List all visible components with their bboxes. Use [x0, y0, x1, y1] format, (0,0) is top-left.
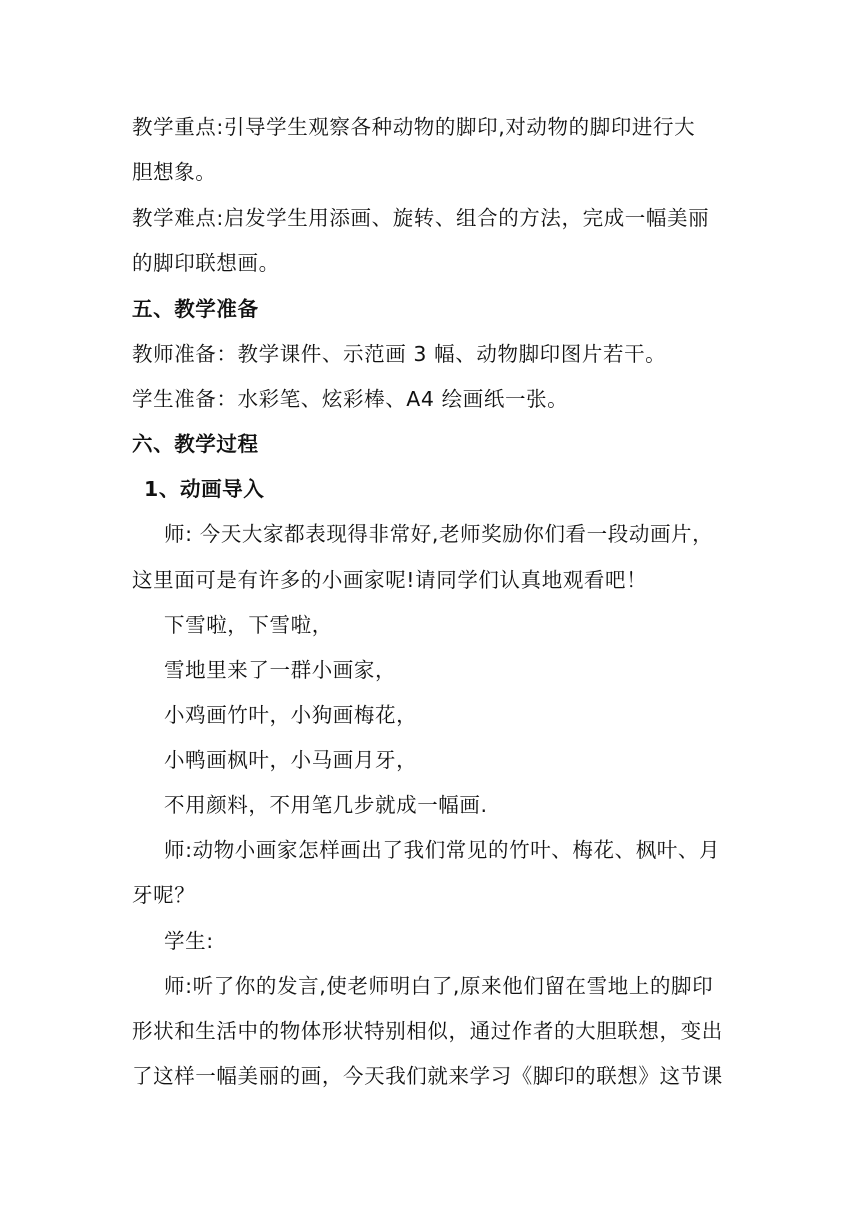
teacher-question-continuation: 牙呢？ [132, 883, 196, 907]
teacher-summary-continuation-1: 形状和生活中的物体形状特别相似，通过作者的大胆联想，变出 [132, 1019, 723, 1043]
section-heading-preparation: 五、教学准备 [132, 297, 259, 321]
subsection-heading-animation: 1、动画导入 [144, 477, 265, 501]
poem-line-4: 小鸭画枫叶，小马画月牙， [164, 748, 418, 772]
section-heading-process: 六、教学过程 [132, 432, 259, 456]
teaching-difficulty-continuation: 的脚印联想画。 [132, 251, 280, 275]
teaching-focus-continuation: 胆想象。 [132, 160, 217, 184]
poem-line-3: 小鸡画竹叶，小狗画梅花， [164, 703, 418, 727]
student-preparation-line: 学生准备：水彩笔、炫彩棒、A4 绘画纸一张。 [132, 387, 569, 411]
teaching-focus-line: 教学重点:引导学生观察各种动物的脚印,对动物的脚印进行大 [132, 115, 696, 139]
teacher-summary-line: 师:听了你的发言,使老师明白了,原来他们留在雪地上的脚印 [164, 974, 714, 998]
poem-line-5: 不用颜料，不用笔几步就成一幅画. [164, 793, 488, 817]
teacher-intro-line: 师: 今天大家都表现得非常好,老师奖励你们看一段动画片， [164, 522, 714, 546]
teaching-difficulty-line: 教学难点:启发学生用添画、旋转、组合的方法，完成一幅美丽 [132, 206, 710, 230]
teacher-question-line: 师:动物小画家怎样画出了我们常见的竹叶、梅花、枫叶、月 [164, 838, 721, 862]
teacher-preparation-line: 教师准备：教学课件、示范画 3 幅、动物脚印图片若干。 [132, 342, 667, 366]
teacher-intro-continuation: 这里面可是有许多的小画家呢!请同学们认真地观看吧！ [132, 568, 648, 592]
poem-line-1: 下雪啦，下雪啦， [164, 613, 333, 637]
poem-line-2: 雪地里来了一群小画家， [164, 658, 397, 682]
teacher-summary-continuation-2: 了这样一幅美丽的画，今天我们就来学习《脚印的联想》这节课 [132, 1064, 723, 1088]
student-response-line: 学生: [164, 929, 214, 953]
